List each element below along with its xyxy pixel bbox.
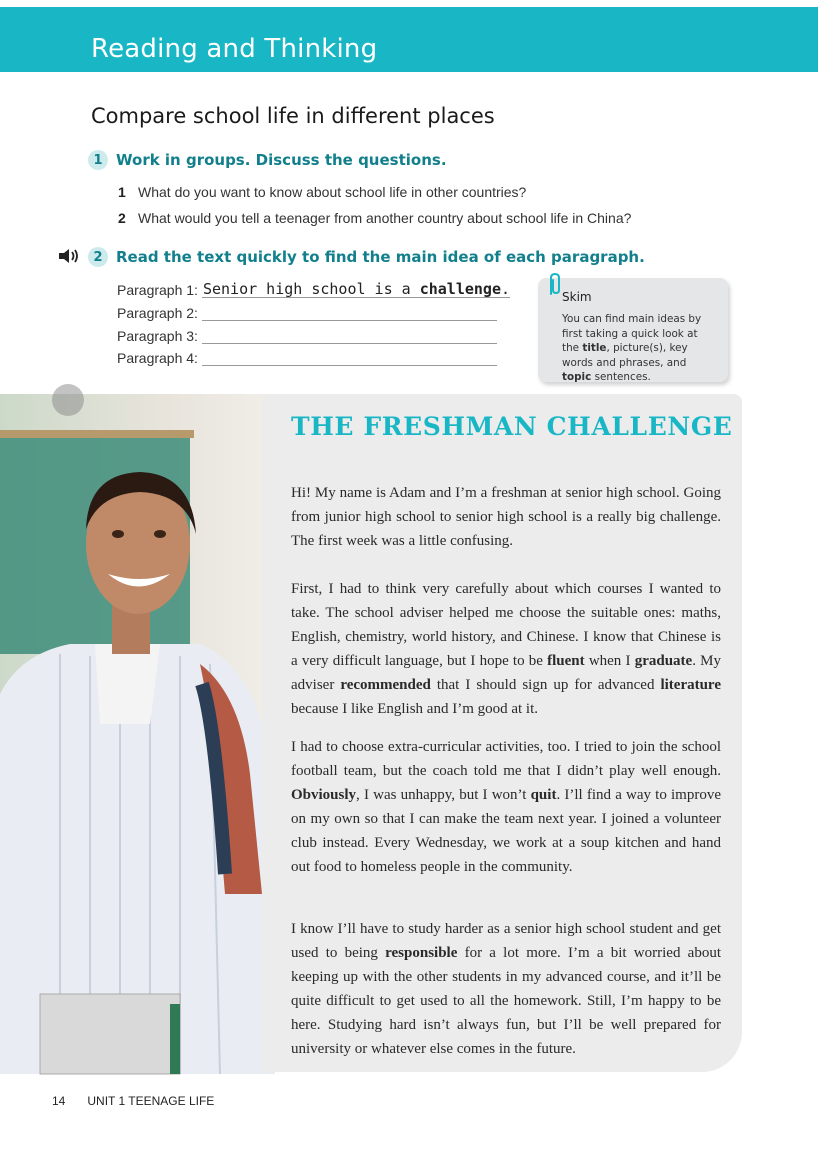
article-paragraph-4 — [291, 917, 721, 1061]
skim-body: You can find main ideas by first taking a quick look at the title, picture(s), key words and phrases, and topic sentences. — [562, 313, 702, 383]
paragraph-3-answer[interactable] — [202, 326, 497, 344]
answer-keyword: challenge — [419, 280, 501, 298]
article-text: because I like English and I’m good at it. — [291, 701, 539, 717]
paragraph-1-label: Paragraph 1: — [117, 282, 198, 298]
paragraph-1-row — [117, 278, 511, 298]
article-text: Hi! My name is Adam and I’m a freshman at senior high school. Going from junior high school to senior high school is a really big challenge. The first week was a little confusing. — [291, 485, 721, 549]
paragraph-3-label: Paragraph 3: — [117, 328, 198, 344]
vocab-word: quit — [530, 787, 557, 803]
paragraph-4-label: Paragraph 4: — [117, 350, 198, 366]
speaker-icon[interactable] — [58, 248, 80, 264]
question-1 — [118, 184, 526, 200]
article-paragraph-3 — [291, 735, 721, 879]
vocab-word: recommended — [340, 677, 431, 693]
question-2-text: What would you tell a teenager from another country about school life in China? — [138, 210, 632, 226]
article-text: , I was unhappy, but I won’t — [356, 787, 531, 803]
article-text: First, I had to think very carefully about which courses I wanted to take. The school adviser helped me choose the suitable ones: maths, English, chemistry, world history, and Chinese. I know that Chinese is a very difficult language, but I hope to be — [291, 581, 721, 669]
question-2-number: 2 — [118, 210, 126, 226]
banner-title: Reading and Thinking — [91, 34, 378, 64]
task1-instruction: Work in groups. Discuss the questions. — [116, 151, 447, 169]
page-number: 14 — [52, 1094, 66, 1108]
paragraph-4-row — [117, 346, 497, 366]
unit-label: UNIT 1 TEENAGE LIFE — [87, 1094, 215, 1108]
article-text: for a lot more. I’m a bit worried about keeping up with the other students in my advanced course, and it’ll be quite difficult to get used to all the homework. Still, I’m happy to be here. Studying hard isn’t always fun, but I’ll be well prepared for university or whatever else comes in the future. — [291, 945, 721, 1057]
skim-tip-box — [538, 278, 728, 382]
section-title: Compare school life in different places — [91, 104, 495, 128]
vocab-word: responsible — [385, 945, 458, 961]
article-text: when I — [584, 653, 635, 669]
page-footer — [52, 1094, 214, 1108]
vocab-word: graduate — [634, 653, 693, 669]
article-text: that I should sign up for advanced — [430, 677, 661, 693]
task1-number: 1 — [88, 150, 108, 170]
vocab-word: Obviously — [291, 787, 357, 803]
answer-end: . — [500, 280, 511, 298]
question-1-number: 1 — [118, 184, 126, 200]
task2-heading — [88, 247, 645, 267]
paperclip-icon — [546, 272, 564, 298]
article-text: I know I’ll have to study harder as a senior high school student and get used to being — [291, 921, 721, 961]
article-paragraph-2 — [291, 577, 721, 721]
paragraph-4-answer[interactable] — [202, 348, 497, 366]
paragraph-2-label: Paragraph 2: — [117, 305, 198, 321]
article-text: . I’ll find a way to improve on my own so that I can make the team next year. I joined a volunteer club instead. Every Wednesday, we work at a soup kitchen and hand out food to homeless people in the community. — [291, 787, 721, 875]
task1-heading — [88, 150, 447, 170]
article-title: THE FRESHMAN CHALLENGE — [291, 412, 733, 441]
article-text: . My adviser — [291, 653, 721, 693]
vocab-word: fluent — [547, 653, 585, 669]
vocab-word: literature — [660, 677, 721, 693]
question-1-text: What do you want to know about school life in other countries? — [138, 184, 527, 200]
question-2 — [118, 210, 631, 226]
article-paragraph-1 — [291, 481, 721, 553]
skim-title: Skim — [562, 290, 592, 304]
paragraph-2-row — [117, 301, 497, 321]
paragraph-1-answer[interactable] — [202, 280, 510, 298]
answer-text: Senior high school is a — [202, 280, 420, 298]
student-illustration — [0, 394, 275, 1074]
paragraph-3-row — [117, 324, 497, 344]
article-text: I had to choose extra-curricular activities, too. I tried to join the school football team, but the coach told me that I didn’t play well enough. — [291, 739, 721, 779]
paragraph-2-answer[interactable] — [202, 303, 497, 321]
task2-instruction: Read the text quickly to find the main idea of each paragraph. — [116, 248, 645, 266]
task2-number: 2 — [88, 247, 108, 267]
student-photo — [0, 394, 275, 1074]
